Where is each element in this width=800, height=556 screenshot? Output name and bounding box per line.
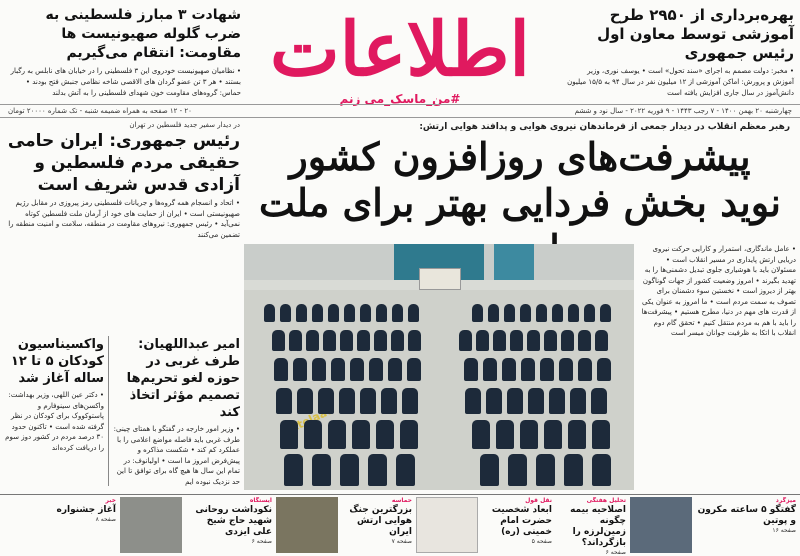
newspaper-logo: اطلاعات (270, 7, 530, 93)
photo-figure (504, 304, 515, 322)
photo-figure (276, 388, 292, 414)
photo-figure (592, 420, 610, 449)
top-right-headline: بهره‌برداری از ۲۹۵۰ طرح آموزشی توسط معاون اول رئیس جمهوری (597, 6, 794, 62)
photo-figure (331, 358, 345, 381)
bottom-tile-title: گفتگو ۵ ساعته مکرون و پوتین (697, 505, 796, 526)
sub-left-body: • دکتر عین اللهی، وزیر بهداشت: واکسن‌های سینوفارم و پاستوکووک برای کودکان در نظر گرفته شده است • تاکنون حدود ۳۰ درصد مردم در کشور دوز سوم را دریافت کرده‌اند (5, 391, 104, 452)
photo-figure (496, 420, 514, 449)
photo-figure (272, 330, 285, 351)
bottom-tile-kicker: تحلیل هفتگی (586, 497, 626, 504)
photo-figure (483, 358, 497, 381)
photo-figure (592, 454, 611, 486)
photo-figure (407, 358, 421, 381)
photo-figure (340, 330, 353, 351)
photo-figure (561, 330, 574, 351)
photo-figure (595, 330, 608, 351)
photo-figure (508, 454, 527, 486)
photo-figure (280, 420, 298, 449)
photo-figure (381, 388, 397, 414)
bottom-tile[interactable] (4, 497, 116, 555)
photo-figure (312, 358, 326, 381)
slogan: #من_ماسک_می زنم (339, 92, 461, 106)
photo-figure (488, 304, 499, 322)
left-story-kicker: در دیدار سفیر جدید فلسطین در تهران (129, 121, 240, 129)
photo-figure (388, 358, 402, 381)
right-column-body: • عامل ماندگاری، استمرار و کارایی حرکت نیروی دریایی ارتش پایداری در مسیر انقلاب است • مسئولان باید با هوشیاری جلوی تبدیل دشمنی‌ها را به تهدید بگیرند • امروز وضعیت کشور از جهات گوناگون بهتر از دیروز است • نخستین سوء دشمنان برای تصوف به سمت مردم است • ما امروز به عنوان یکی از قدرت های مهم در دنیا، مطرح هستیم • پیشرفت‌ها را باید با هم به مردم منتقل کنیم • تحقق گام دوم انقلاب با اتکا به ظرفیت جوانان میسر است (641, 245, 796, 337)
bottom-tile-kicker: نقل قول (525, 497, 552, 504)
bottom-thumb (276, 497, 338, 553)
bottom-thumb (630, 497, 692, 553)
photo-figure (493, 330, 506, 351)
top-right-story[interactable] (564, 6, 794, 114)
photo-figure (578, 358, 592, 381)
photo-figure (306, 330, 319, 351)
photo-figure (552, 304, 563, 322)
bottom-tile[interactable] (696, 497, 796, 555)
left-column (4, 120, 240, 490)
photo-figure (591, 388, 607, 414)
bottom-thumb (120, 497, 182, 553)
photo-figure (472, 304, 483, 322)
photo-figure (318, 388, 334, 414)
photo-figure (264, 304, 275, 322)
bottom-tile-kicker: خبر (105, 497, 116, 504)
masthead (0, 0, 800, 118)
photo-figure (476, 330, 489, 351)
sub-left-story[interactable] (4, 336, 104, 486)
bottom-tile-page: صفحه ۸ (95, 516, 116, 523)
photo-figure (559, 358, 573, 381)
photo-figure (374, 330, 387, 351)
photo-figure (521, 358, 535, 381)
photo-figure (304, 420, 322, 449)
photo-figure (340, 454, 359, 486)
photo-figure (328, 420, 346, 449)
photo-figure (297, 388, 313, 414)
bottom-tile-page: صفحه ۶ (251, 538, 272, 545)
left-story-headline: رئیس جمهوری: ایران حامی حقیقی مردم فلسطین و آزادی قدس شریف است (7, 131, 240, 195)
photo-figure (502, 358, 516, 381)
photo-curtain (494, 244, 534, 280)
photo-figure (352, 420, 370, 449)
photo-figure (344, 304, 355, 322)
photo-figure (328, 304, 339, 322)
bottom-tile-page: صفحه ۱۶ (772, 527, 796, 534)
photo-figure (339, 388, 355, 414)
main-photo[interactable] (244, 244, 634, 490)
bottom-tile-title: اصلاحیه بیمه چگونه زمین‌لرزه را بازگرداند؟ (570, 505, 626, 548)
right-column[interactable] (640, 244, 796, 490)
photo-figure (528, 388, 544, 414)
photo-figure (376, 304, 387, 322)
photo-figure (376, 420, 394, 449)
photo-figure (360, 388, 376, 414)
sub-right-body: • وزیر امور خارجه در گفتگو با همتای چینی: طرف غربی باید فاصله مواضع اعلامی را با عملکرد کم کند • شکست مذاکره و پیش‌فرض امروز ما است • اولیانوف: در تمام این سال ها هیچ گاه برای توافق تا این حد نزدیک نبوده ایم (113, 425, 240, 486)
photo-figure (480, 454, 499, 486)
photo-figure (520, 420, 538, 449)
photo-figure (544, 420, 562, 449)
photo-figure (368, 454, 387, 486)
photo-figure (392, 304, 403, 322)
photo-figure (284, 454, 303, 486)
photo-figure (400, 420, 418, 449)
bottom-tile-kicker: میزگرد (775, 497, 796, 504)
bottom-tile-page: صفحه ۵ (531, 538, 552, 545)
photo-figure (369, 358, 383, 381)
photo-figure (459, 330, 472, 351)
photo-figure (520, 304, 531, 322)
sub-right-headline: امیر عبداللهیان: طرف غربی در حوزه لغو تحریم‌ها تصمیم مؤثر اتخاذ کند (126, 337, 240, 420)
bottom-tile-title: بزرگترین جنگ هوایی ارتش ایران (349, 505, 412, 537)
bottom-tile[interactable] (186, 497, 272, 555)
sub-right-story[interactable] (110, 336, 240, 486)
column-divider (108, 336, 109, 486)
photo-figure (280, 304, 291, 322)
bottom-tile-title: آغاز جشنواره (56, 505, 116, 515)
photo-figure (402, 388, 418, 414)
photo-figure (323, 330, 336, 351)
photo-figure (549, 388, 565, 414)
photo-figure (540, 358, 554, 381)
bottom-tile-page: صفحه ۷ (391, 538, 412, 545)
photo-figure (564, 454, 583, 486)
photo-figure (312, 454, 331, 486)
bottom-tile-title: ابعاد شخصیت حضرت امام خمینی (ره) (491, 505, 552, 537)
photo-figure (274, 358, 288, 381)
photo-figure (510, 330, 523, 351)
bottom-tile-page: صفحه ۶ (605, 549, 626, 555)
photo-figure (597, 358, 611, 381)
photo-figure (568, 304, 579, 322)
photo-figure (408, 304, 419, 322)
bottom-tile[interactable] (482, 497, 552, 555)
bottom-strip (0, 494, 800, 556)
bottom-tile-kicker: ایستگاه (249, 497, 272, 504)
date-strip (0, 104, 800, 118)
photo-figure (464, 358, 478, 381)
photo-figure (507, 388, 523, 414)
photo-podium (419, 268, 461, 290)
main-kicker: رهبر معظم انقلاب در دیدار جمعی از فرماندهان نیروی هوایی و پدافند هوایی ارتش: (419, 122, 790, 132)
photo-figure (544, 330, 557, 351)
logo-area (245, 0, 555, 118)
issue-date: چهارشنبه ۲۰ بهمن ۱۴۰۰ - ۷ رجب ۱۴۴۳ - ۹ فوریه ۲۰۲۲ - سال نود و ششم (574, 107, 792, 115)
photo-figure (360, 304, 371, 322)
photo-figure (570, 388, 586, 414)
photo-figure (293, 358, 307, 381)
photo-figure (472, 420, 490, 449)
photo-figure (391, 330, 404, 351)
photo-figure (527, 330, 540, 351)
left-story-body: • اتحاد و انسجام همه گروه‌ها و جریانات فلسطینی رمز پیروزی در مقابل رژیم صهیونیستی است • ایران از حمایت های خود از آرمان ملت فلسطین کوتاه نمی‌آید • رئیس جمهوری: نیروهای مقاومت در منطقه، سلامت و امنیت منطقه را تضمین می‌کنند (8, 199, 240, 239)
photo-figure (465, 388, 481, 414)
photo-figure (357, 330, 370, 351)
photo-figure (296, 304, 307, 322)
photo-figure (408, 330, 421, 351)
top-left-body: • نظامیان صهیونیست خودروی این ۳ فلسطینی را در خیابان های نابلس به رگبار بستند • هر ۳ تن عضو گردان های الاقصی شاخه نظامی جنبش فتح بودند • حماس: گروه‌های مقاومت خون شهدای فلسطینی را به آتش بدلند (10, 67, 241, 97)
main-headline-line-1: پیشرفت‌های روزافزون کشور (289, 134, 751, 179)
top-left-story[interactable] (6, 6, 241, 114)
photo-figure (350, 358, 364, 381)
photo-figure (536, 454, 555, 486)
photo-figure (289, 330, 302, 351)
top-right-body: • مخبر: دولت مصمم به اجرای «سند تحول» است • یوسف نوری، وزیر آموزش و پرورش: اماکن آموزشی از ۱۲ میلیون نفر در سال ۹۴ به ۱۵/۵ میلیون دانش‌آموز در سال جاری افزایش یافته است (567, 67, 794, 97)
sub-left-headline: واکسیناسیون کودکان ۵ تا ۱۲ ساله آغاز شد (10, 337, 104, 386)
photo-figure (600, 304, 611, 322)
photo-figure (396, 454, 415, 486)
sub-stories (4, 336, 240, 486)
bottom-tile[interactable] (342, 497, 412, 555)
left-story[interactable] (4, 120, 240, 240)
main-headline-line-2: نوید بخش فردایی بهتر برای ملت (259, 180, 781, 225)
top-left-headline: شهادت ۳ مبارز فلسطینی به ضرب گلوله صهیونیست ها مقاومت: انتقام می‌گیریم (45, 7, 241, 61)
photo-figure (568, 420, 586, 449)
photo-figure (536, 304, 547, 322)
photo-figure (312, 304, 323, 322)
photo-figure (584, 304, 595, 322)
photo-figure (578, 330, 591, 351)
bottom-tile-kicker: حماسه (391, 497, 412, 504)
bottom-tile[interactable] (556, 497, 626, 555)
bottom-tile-title: نکوداشت روحانی شهید حاج شیخ علی ایزدی (195, 505, 272, 537)
bottom-thumb (416, 497, 478, 553)
issue-info: ۲۰ - ۱۲ صفحه به همراه ضمیمه شنبه - تک شماره ۲۰۰۰۰ تومان (8, 107, 192, 115)
photo-figure (486, 388, 502, 414)
